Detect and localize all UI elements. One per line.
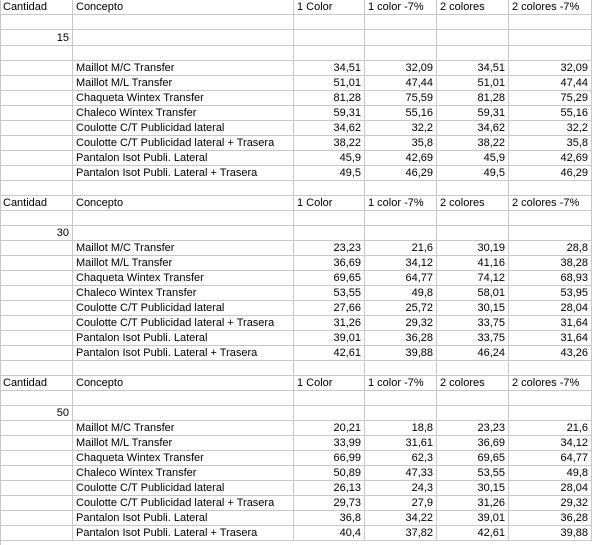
empty-cell[interactable]	[0, 151, 73, 166]
cell-value[interactable]: 41,16	[437, 256, 509, 271]
empty-cell[interactable]	[0, 241, 73, 256]
empty-cell[interactable]	[294, 226, 365, 241]
cell-value[interactable]: 69,65	[294, 271, 365, 286]
empty-cell[interactable]	[294, 211, 365, 226]
table-row	[0, 106, 592, 121]
cell-value[interactable]: 30,15	[437, 481, 509, 496]
cell-1color-header[interactable]: 1 Color	[294, 376, 365, 391]
cell-value[interactable]: 30,15	[437, 301, 509, 316]
cell-value[interactable]: 81,28	[294, 91, 365, 106]
empty-cell[interactable]	[365, 226, 437, 241]
empty-cell[interactable]	[437, 226, 509, 241]
empty-cell[interactable]	[294, 15, 365, 30]
table-row	[0, 256, 592, 271]
cell-concept[interactable]: Chaleco Wintex Transfer	[73, 286, 294, 301]
cell-value[interactable]: 34,12	[365, 256, 437, 271]
empty-cell[interactable]	[437, 30, 509, 46]
cell-value[interactable]: 49,5	[294, 166, 365, 181]
header-row	[0, 376, 592, 391]
cell-value[interactable]: 31,26	[294, 316, 365, 331]
cell-value[interactable]: 32,09	[509, 61, 592, 76]
cell-value[interactable]: 28,8	[509, 241, 592, 256]
cell-value[interactable]: 59,31	[294, 106, 365, 121]
cell-value[interactable]: 31,64	[509, 331, 592, 346]
cell-value[interactable]: 39,88	[509, 526, 592, 541]
cell-value[interactable]: 20,21	[294, 421, 365, 436]
empty-cell[interactable]	[437, 15, 509, 30]
table-row	[0, 331, 592, 346]
cell-value[interactable]: 29,73	[294, 496, 365, 511]
cell-value[interactable]: 49,5	[437, 166, 509, 181]
cell-concept[interactable]: Maillot M/C Transfer	[73, 421, 294, 436]
cell-value[interactable]: 51,01	[437, 76, 509, 91]
cell-quantity[interactable]: 15	[0, 30, 73, 46]
empty-cell[interactable]	[509, 15, 592, 30]
cell-value[interactable]: 55,16	[509, 106, 592, 121]
cell-concept[interactable]: Maillot M/L Transfer	[73, 256, 294, 271]
table-row	[0, 346, 592, 361]
cell-value[interactable]: 45,9	[437, 151, 509, 166]
table-row	[0, 286, 592, 301]
cell-value[interactable]: 74,12	[437, 271, 509, 286]
empty-cell[interactable]	[73, 406, 294, 421]
cell-cantidad-header[interactable]: Cantidad	[0, 196, 73, 211]
cell-value[interactable]: 35,8	[365, 136, 437, 151]
empty-cell[interactable]	[0, 181, 73, 196]
empty-cell[interactable]	[0, 211, 73, 226]
empty-cell[interactable]	[437, 391, 509, 406]
cell-value[interactable]: 21,6	[365, 241, 437, 256]
empty-cell[interactable]	[0, 391, 73, 406]
cell-value[interactable]: 42,69	[365, 151, 437, 166]
empty-cell[interactable]	[0, 496, 73, 511]
cell-value[interactable]: 46,29	[365, 166, 437, 181]
table-row	[0, 496, 592, 511]
cell-quantity[interactable]: 30	[0, 226, 73, 241]
cell-value[interactable]: 66,99	[294, 451, 365, 466]
empty-cell[interactable]	[365, 181, 437, 196]
cell-1color7-header[interactable]: 1 color -7%	[365, 376, 437, 391]
cell-value[interactable]: 23,23	[437, 421, 509, 436]
empty-row	[0, 211, 592, 226]
empty-cell[interactable]	[365, 361, 437, 376]
cell-value[interactable]: 18,8	[365, 421, 437, 436]
table-row	[0, 241, 592, 256]
cell-value[interactable]: 33,75	[437, 316, 509, 331]
table-row	[0, 316, 592, 331]
empty-cell[interactable]	[509, 406, 592, 421]
cell-value[interactable]: 39,88	[365, 346, 437, 361]
cell-value[interactable]: 26,13	[294, 481, 365, 496]
empty-cell[interactable]	[73, 46, 294, 61]
cell-value[interactable]: 45,9	[294, 151, 365, 166]
quantity-row	[0, 30, 592, 46]
cell-concept[interactable]: Pantalon Isot Publi. Lateral	[73, 331, 294, 346]
table-row	[0, 421, 592, 436]
empty-cell[interactable]	[0, 286, 73, 301]
empty-cell[interactable]	[294, 46, 365, 61]
empty-cell[interactable]	[73, 30, 294, 46]
empty-cell[interactable]	[0, 421, 73, 436]
empty-cell[interactable]	[73, 361, 294, 376]
empty-row	[0, 361, 592, 376]
cell-value[interactable]: 46,29	[509, 166, 592, 181]
empty-cell[interactable]	[73, 211, 294, 226]
empty-cell[interactable]	[73, 391, 294, 406]
cell-value[interactable]: 75,59	[365, 91, 437, 106]
cell-value[interactable]: 27,9	[365, 496, 437, 511]
cell-concept[interactable]: Chaleco Wintex Transfer	[73, 466, 294, 481]
cell-value[interactable]: 33,99	[294, 436, 365, 451]
empty-cell[interactable]	[437, 406, 509, 421]
cell-1color-header[interactable]: 1 Color	[294, 0, 365, 15]
cell-concept[interactable]: Coulotte C/T Publicidad lateral + Trasera	[73, 136, 294, 151]
empty-cell[interactable]	[294, 361, 365, 376]
cell-2colores-header[interactable]: 2 colores	[437, 0, 509, 15]
cell-1color7-header[interactable]: 1 color -7%	[365, 0, 437, 15]
cell-concept[interactable]: Coulotte C/T Publicidad lateral	[73, 481, 294, 496]
empty-cell[interactable]	[0, 166, 73, 181]
empty-cell[interactable]	[0, 526, 73, 541]
empty-cell[interactable]	[0, 316, 73, 331]
cell-value[interactable]: 23,23	[294, 241, 365, 256]
header-row	[0, 196, 592, 211]
empty-cell[interactable]	[0, 346, 73, 361]
cell-value[interactable]: 47,33	[365, 466, 437, 481]
table-row	[0, 451, 592, 466]
cell-2colores7-header[interactable]: 2 colores -7%	[509, 196, 592, 211]
empty-cell[interactable]	[509, 361, 592, 376]
cell-2colores7-header[interactable]: 2 colores -7%	[509, 0, 592, 15]
cell-concept[interactable]: Pantalon Isot Publi. Lateral + Trasera	[73, 526, 294, 541]
cell-value[interactable]: 42,69	[509, 151, 592, 166]
cell-value[interactable]: 42,61	[437, 526, 509, 541]
cell-value[interactable]: 81,28	[437, 91, 509, 106]
cell-2colores-header[interactable]: 2 colores	[437, 196, 509, 211]
cell-value[interactable]: 39,01	[437, 511, 509, 526]
cell-value[interactable]: 34,51	[437, 61, 509, 76]
table-row	[0, 526, 592, 541]
cell-value[interactable]: 75,29	[509, 91, 592, 106]
cell-concept[interactable]: Coulotte C/T Publicidad lateral + Trasera	[73, 316, 294, 331]
table-row	[0, 466, 592, 481]
empty-cell[interactable]	[0, 256, 73, 271]
cell-concept[interactable]: Coulotte C/T Publicidad lateral	[73, 121, 294, 136]
empty-cell[interactable]	[0, 451, 73, 466]
empty-cell[interactable]	[509, 181, 592, 196]
cell-value[interactable]: 31,61	[365, 436, 437, 451]
table-row	[0, 76, 592, 91]
empty-cell[interactable]	[509, 211, 592, 226]
cell-value[interactable]: 38,28	[509, 256, 592, 271]
cell-value[interactable]: 49,8	[509, 466, 592, 481]
cell-value[interactable]: 31,64	[509, 316, 592, 331]
cell-concept[interactable]: Chaqueta Wintex Transfer	[73, 271, 294, 286]
table-row	[0, 61, 592, 76]
cell-value[interactable]: 36,8	[294, 511, 365, 526]
cell-concept[interactable]: Chaleco Wintex Transfer	[73, 106, 294, 121]
cell-value[interactable]: 55,16	[365, 106, 437, 121]
cell-concept[interactable]: Maillot M/L Transfer	[73, 436, 294, 451]
empty-cell[interactable]	[0, 46, 73, 61]
table-row	[0, 481, 592, 496]
empty-cell[interactable]	[437, 181, 509, 196]
cell-value[interactable]: 31,26	[437, 496, 509, 511]
empty-cell[interactable]	[0, 15, 73, 30]
cell-1color-header[interactable]: 1 Color	[294, 196, 365, 211]
cell-concept[interactable]: Pantalon Isot Publi. Lateral + Trasera	[73, 166, 294, 181]
cell-value[interactable]: 39,01	[294, 331, 365, 346]
empty-cell[interactable]	[0, 481, 73, 496]
quantity-row	[0, 226, 592, 241]
cell-value[interactable]: 62,3	[365, 451, 437, 466]
empty-row	[0, 15, 592, 30]
cell-concept[interactable]: Coulotte C/T Publicidad lateral + Trasera	[73, 496, 294, 511]
header-row	[0, 0, 592, 15]
cell-value[interactable]: 37,82	[365, 526, 437, 541]
cell-value[interactable]: 53,55	[437, 466, 509, 481]
empty-cell[interactable]	[437, 46, 509, 61]
empty-cell[interactable]	[0, 121, 73, 136]
empty-cell[interactable]	[0, 61, 73, 76]
cell-value[interactable]: 64,77	[365, 271, 437, 286]
empty-cell[interactable]	[365, 391, 437, 406]
cell-value[interactable]: 36,28	[509, 511, 592, 526]
cell-value[interactable]: 34,12	[509, 436, 592, 451]
cell-value[interactable]: 36,69	[437, 436, 509, 451]
cell-value[interactable]: 32,2	[365, 121, 437, 136]
cell-value[interactable]: 30,19	[437, 241, 509, 256]
empty-cell[interactable]	[365, 30, 437, 46]
cell-quantity[interactable]: 50	[0, 406, 73, 421]
table-row	[0, 166, 592, 181]
cell-value[interactable]: 69,65	[437, 451, 509, 466]
cell-value[interactable]: 32,09	[365, 61, 437, 76]
empty-cell[interactable]	[365, 46, 437, 61]
cell-value[interactable]: 27,66	[294, 301, 365, 316]
cell-value[interactable]: 68,93	[509, 271, 592, 286]
table-row	[0, 271, 592, 286]
empty-cell[interactable]	[0, 361, 73, 376]
cell-value[interactable]: 25,72	[365, 301, 437, 316]
empty-row	[0, 181, 592, 196]
cell-value[interactable]: 32,2	[509, 121, 592, 136]
cell-2colores7-header[interactable]: 2 colores -7%	[509, 376, 592, 391]
cell-value[interactable]: 33,75	[437, 331, 509, 346]
empty-cell[interactable]	[294, 30, 365, 46]
cell-value[interactable]: 47,44	[509, 76, 592, 91]
cell-cantidad-header[interactable]: Cantidad	[0, 376, 73, 391]
empty-cell[interactable]	[437, 361, 509, 376]
empty-cell[interactable]	[509, 30, 592, 46]
cell-value[interactable]: 34,62	[437, 121, 509, 136]
cell-value[interactable]: 49,8	[365, 286, 437, 301]
empty-cell[interactable]	[294, 181, 365, 196]
cell-value[interactable]: 28,04	[509, 481, 592, 496]
empty-cell[interactable]	[509, 391, 592, 406]
empty-row	[0, 391, 592, 406]
cell-value[interactable]: 36,69	[294, 256, 365, 271]
empty-cell[interactable]	[0, 271, 73, 286]
empty-cell[interactable]	[509, 46, 592, 61]
empty-cell[interactable]	[0, 76, 73, 91]
cell-value[interactable]: 43,26	[509, 346, 592, 361]
empty-cell[interactable]	[73, 226, 294, 241]
cell-concepto-header[interactable]: Concepto	[73, 196, 294, 211]
empty-cell[interactable]	[0, 136, 73, 151]
cell-value[interactable]: 64,77	[509, 451, 592, 466]
cell-concept[interactable]: Maillot M/C Transfer	[73, 61, 294, 76]
empty-cell[interactable]	[365, 211, 437, 226]
empty-cell[interactable]	[365, 406, 437, 421]
cell-concept[interactable]: Pantalon Isot Publi. Lateral	[73, 511, 294, 526]
empty-cell[interactable]	[0, 106, 73, 121]
cell-cantidad-header[interactable]: Cantidad	[0, 0, 73, 15]
cell-concept[interactable]: Pantalon Isot Publi. Lateral + Trasera	[73, 346, 294, 361]
empty-cell[interactable]	[0, 466, 73, 481]
cell-value[interactable]: 51,01	[294, 76, 365, 91]
empty-cell[interactable]	[294, 406, 365, 421]
cell-concept[interactable]: Maillot M/C Transfer	[73, 241, 294, 256]
empty-cell[interactable]	[73, 181, 294, 196]
cell-value[interactable]: 36,28	[365, 331, 437, 346]
empty-cell[interactable]	[0, 91, 73, 106]
table-row	[0, 121, 592, 136]
empty-cell[interactable]	[509, 226, 592, 241]
cell-concept[interactable]: Chaqueta Wintex Transfer	[73, 451, 294, 466]
cell-concept[interactable]: Maillot M/L Transfer	[73, 76, 294, 91]
cell-concept[interactable]: Coulotte C/T Publicidad lateral	[73, 301, 294, 316]
empty-cell[interactable]	[0, 301, 73, 316]
cell-value[interactable]: 34,22	[365, 511, 437, 526]
cell-concepto-header[interactable]: Concepto	[73, 0, 294, 15]
cell-value[interactable]: 47,44	[365, 76, 437, 91]
cell-value[interactable]: 24,3	[365, 481, 437, 496]
table-row	[0, 301, 592, 316]
cell-value[interactable]: 58,01	[437, 286, 509, 301]
table-row	[0, 436, 592, 451]
cell-value[interactable]: 59,31	[437, 106, 509, 121]
cell-value[interactable]: 53,95	[509, 286, 592, 301]
cell-value[interactable]: 38,22	[437, 136, 509, 151]
empty-cell[interactable]	[0, 436, 73, 451]
cell-value[interactable]: 34,62	[294, 121, 365, 136]
empty-cell[interactable]	[0, 511, 73, 526]
cell-value[interactable]: 53,55	[294, 286, 365, 301]
cell-value[interactable]: 42,61	[294, 346, 365, 361]
table-row	[0, 91, 592, 106]
empty-cell[interactable]	[365, 15, 437, 30]
cell-value[interactable]: 40,4	[294, 526, 365, 541]
cell-concept[interactable]: Pantalon Isot Publi. Lateral	[73, 151, 294, 166]
cell-value[interactable]: 35,8	[509, 136, 592, 151]
cell-value[interactable]: 29,32	[365, 316, 437, 331]
table-row	[0, 511, 592, 526]
cell-2colores-header[interactable]: 2 colores	[437, 376, 509, 391]
cell-value[interactable]: 21,6	[509, 421, 592, 436]
empty-cell[interactable]	[0, 331, 73, 346]
empty-cell[interactable]	[73, 15, 294, 30]
cell-value[interactable]: 38,22	[294, 136, 365, 151]
quantity-row	[0, 406, 592, 421]
cell-value[interactable]: 46,24	[437, 346, 509, 361]
cell-value[interactable]: 50,89	[294, 466, 365, 481]
empty-row	[0, 46, 592, 61]
cell-value[interactable]: 29,32	[509, 496, 592, 511]
cell-value[interactable]: 28,04	[509, 301, 592, 316]
cell-concept[interactable]: Chaqueta Wintex Transfer	[73, 91, 294, 106]
table-row	[0, 151, 592, 166]
cell-concepto-header[interactable]: Concepto	[73, 376, 294, 391]
empty-cell[interactable]	[437, 211, 509, 226]
cell-1color7-header[interactable]: 1 color -7%	[365, 196, 437, 211]
table-row	[0, 136, 592, 151]
cell-value[interactable]: 34,51	[294, 61, 365, 76]
empty-cell[interactable]	[294, 391, 365, 406]
